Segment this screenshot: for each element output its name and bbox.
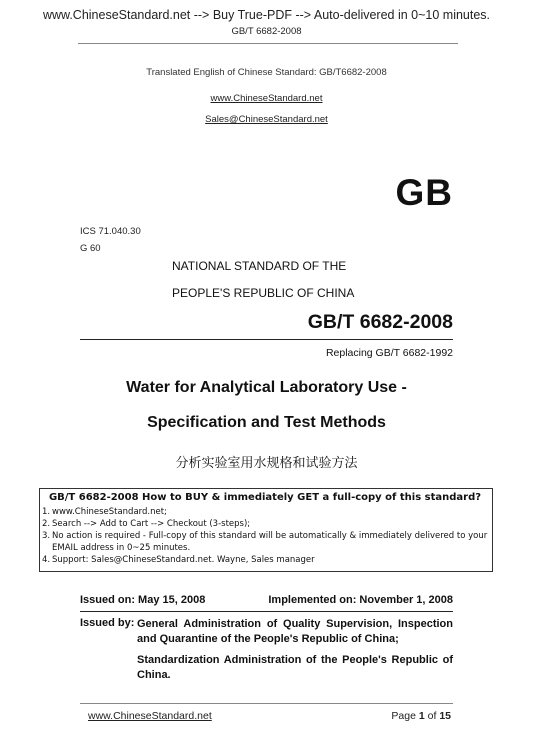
page-number [391,710,451,722]
issuer-sac: Standardization Administration of the People's Republic of China. [137,654,453,681]
title-line2: Specification and Test Methods [147,414,386,431]
list-item [42,554,488,566]
page-total: 15 [439,710,451,722]
list-item-text: Search --> Add to Cart --> Checkout (3-steps); [52,519,251,529]
issued-date: Issued on: May 15, 2008 [80,594,206,606]
list-item [42,518,488,530]
list-item-number: 2. [42,519,51,529]
header-standard-code: GB/T 6682-2008 [231,26,302,37]
website-link[interactable]: www.ChineseStandard.net [210,93,323,104]
ics-code: ICS 71.040.30 [80,226,141,237]
list-item [42,530,488,554]
top-banner-text: www.ChineseStandard.net --> Buy True-PDF --> Auto-delivered in 0~10 minutes. [42,8,491,22]
footer-website-link[interactable]: www.ChineseStandard.net [88,710,212,722]
issuer-aqsiq: General Administration of Quality Supervision, Inspection and Quarantine of the People's Republic of China; [137,618,453,645]
list-item-text[interactable]: Support: Sales@ChineseStandard.net. Wayne, Sales manager [52,555,315,565]
list-item-number: 3. [42,531,51,541]
email-link[interactable]: Sales@ChineseStandard.net [205,114,328,125]
replacing-note: Replacing GB/T 6682-1992 [325,347,453,359]
footer-divider [80,703,453,704]
chinese-title: 分析实验室用水规格和试验方法 [175,456,358,471]
list-item-text[interactable]: www.ChineseStandard.net; [52,507,167,517]
list-item-text: No action is required - Full-copy of this standard will be automatically & immediately delivered to your EMAIL address in 0~25 minutes. [52,531,488,553]
page-of: of [424,710,440,722]
standard-code: GB/T 6682-2008 [307,311,453,333]
page-current: 1 [418,710,425,722]
list-item-number: 1. [42,507,51,517]
translation-note: Translated English of Chinese Standard: GB/T6682-2008 [146,67,387,78]
list-item-number: 4. [42,555,51,565]
implemented-date: Implemented on: November 1, 2008 [268,594,453,606]
issued-by-label: Issued by: [80,617,135,629]
code-divider [80,339,453,340]
national-standard-line1: NATIONAL STANDARD OF THE [172,259,347,273]
national-standard-line2: PEOPLE'S REPUBLIC OF CHINA [172,286,355,300]
list-item [42,506,488,518]
title-line1: Water for Analytical Laboratory Use - [126,379,407,396]
dates-divider [80,611,453,612]
purchase-box-heading: GB/T 6682-2008 How to BUY & immediately GET a full-copy of this standard? [48,492,482,503]
header-divider [78,43,458,44]
gb-logo: GB [395,172,453,213]
purchase-info-box [39,488,493,572]
ccs-code: G 60 [80,243,101,254]
page-prefix: Page [391,710,419,722]
